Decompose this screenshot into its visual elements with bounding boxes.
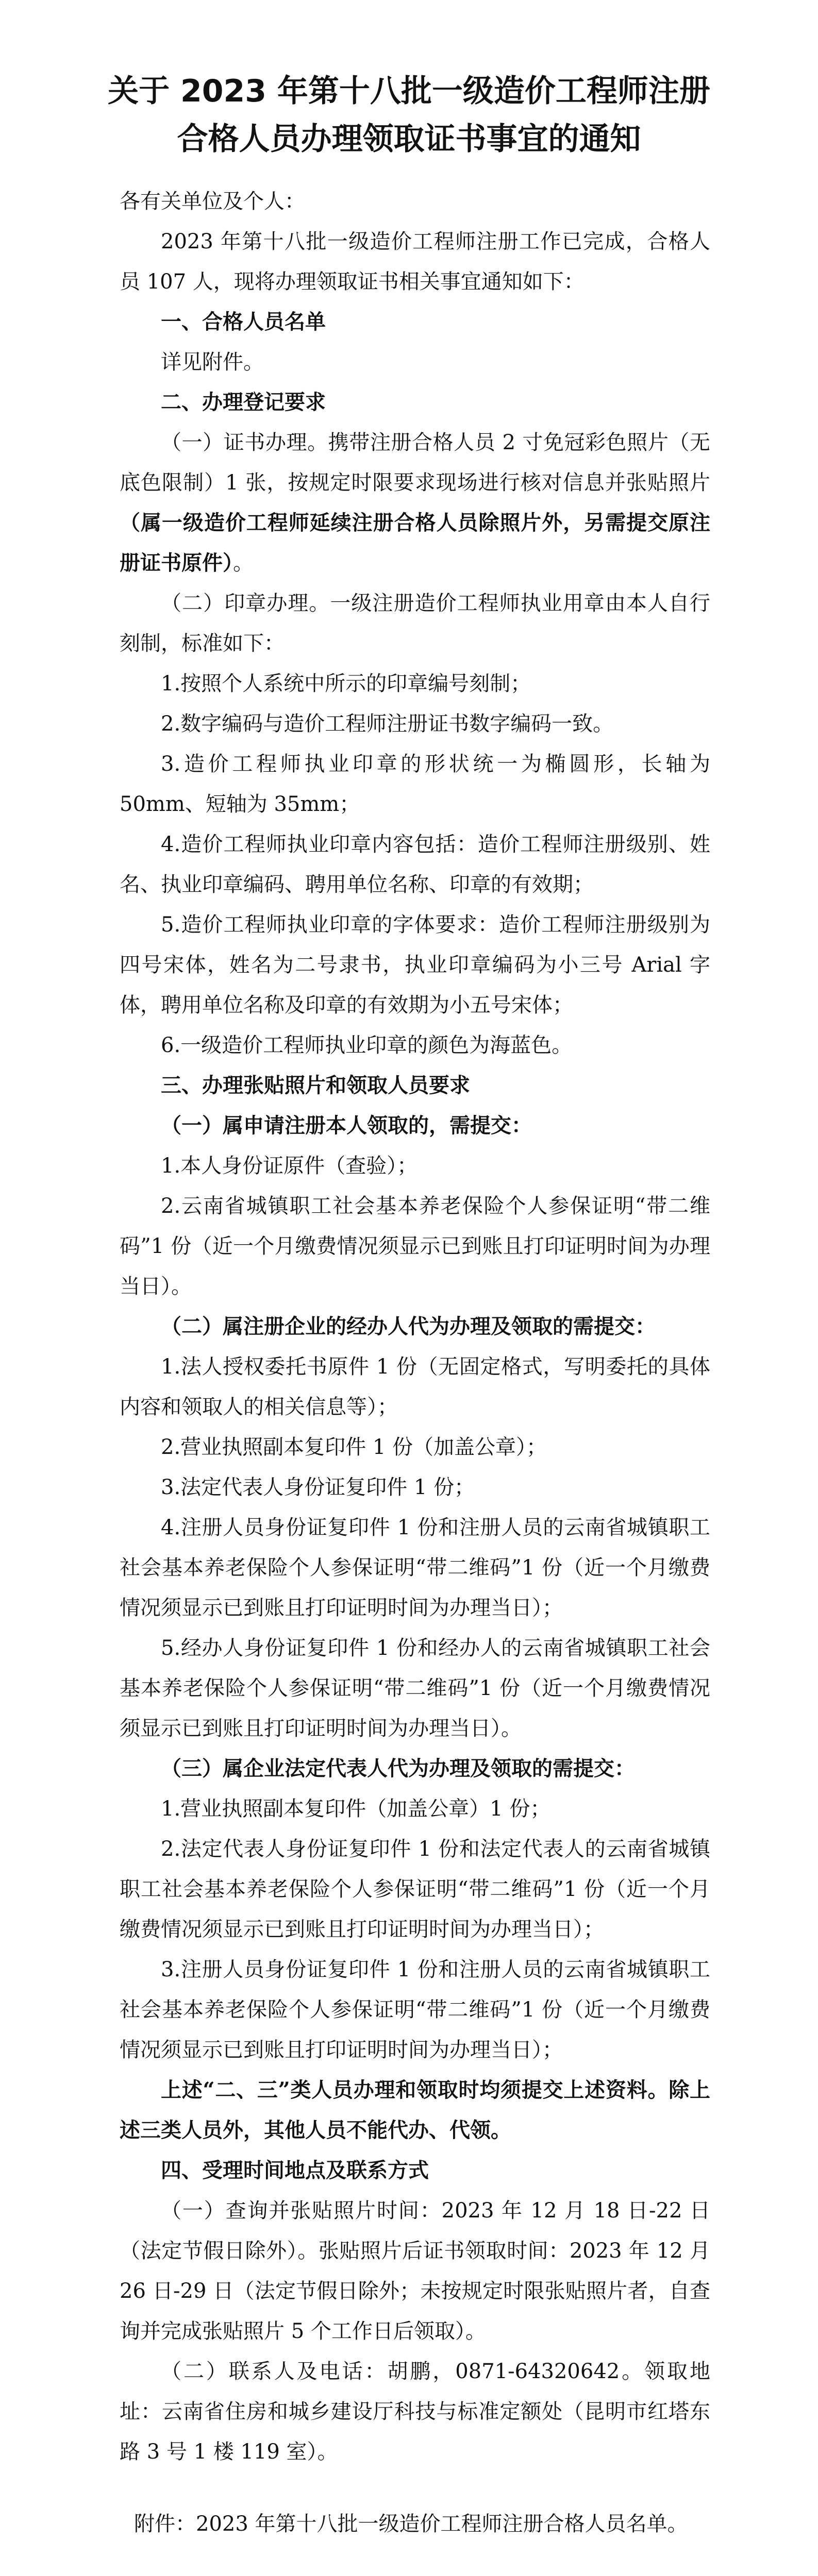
- group-2-item: 1.法人授权委托书原件 1 份（无固定格式，写明委托的具体内容和领取人的相关信息等）；: [120, 1355, 710, 1419]
- intro-paragraph: 2023 年第十八批一级造价工程师注册工作已完成，合格人员 107 人，现将办理领取证书相关事宜通知如下：: [120, 230, 710, 294]
- section-2-paragraph-1: [120, 422, 710, 583]
- bold-note-renewal: （属一级造价工程师延续注册合格人员除照片外，另需提交原注册证书原件）: [120, 511, 710, 575]
- group-1-heading: （一）属申请注册本人领取的，需提交：: [161, 1113, 532, 1138]
- section-2-paragraph-2: [120, 583, 710, 664]
- group-2-item: 3.法定代表人身份证复印件 1 份；: [161, 1476, 475, 1499]
- title-line-1: 关于 2023 年第十八批一级造价工程师注册: [108, 73, 710, 109]
- group-1-item: 2.云南省城镇职工社会基本养老保险个人参保证明“带二维码”1 份（近一个月缴费情况须显示已到账且打印证明时间为办理当日）。: [120, 1194, 710, 1298]
- notice-body: [120, 181, 710, 2472]
- seal-item: 4.造价工程师执业印章内容包括：造价工程师注册级别、姓名、执业印章编码、聘用单位名称、印章的有效期；: [120, 833, 710, 896]
- section-4-heading: 四、受理时间地点及联系方式: [161, 2159, 429, 2182]
- seal-item: 1.按照个人系统中所示的印章编号刻制；: [161, 672, 531, 696]
- group-3-item: 3.注册人员身份证复印件 1 份和注册人员的云南省城镇职工社会基本养老保险个人参保证明“带二维码”1 份（近一个月缴费情况须显示已到账且打印证明时间为办理当日）；: [120, 1958, 710, 2062]
- text-certificate: 携带注册合格人员 2 寸免冠彩色照片（无底色限制）1 张，按规定时限要求现场进行核对信息并张贴照片: [120, 431, 710, 495]
- contact-paragraph: （二）联系人及电话：胡鹏，0871-64320642。领取地址：云南省住房和城乡建设厅科技与标准定额处（昆明市红塔东路 3 号 1 楼 119 室）。: [120, 2360, 710, 2464]
- group-3-heading: （三）属企业法定代表人代为办理及领取的需提交：: [161, 1756, 635, 1781]
- group-3-item: 2.法定代表人身份证复印件 1 份和法定代表人的云南省城镇职工社会基本养老保险个人参保证明“带二维码”1 份（近一个月缴费情况须显示已到账且打印证明时间为办理当日）；: [120, 1837, 710, 1941]
- group-2-item: 5.经办人身份证复印件 1 份和经办人的云南省城镇职工社会基本养老保险个人参保证明“带二维码”1 份（近一个月缴费情况须显示已到账且打印证明时间为办理当日）。: [120, 1636, 710, 1740]
- seal-item: 6.一级造价工程师执业印章的颜色为海蓝色。: [161, 1033, 573, 1057]
- text-seal: 一级注册造价工程师执业用章由本人自行刻制，标准如下：: [120, 591, 711, 655]
- group-2-item: 4.注册人员身份证复印件 1 份和注册人员的云南省城镇职工社会基本养老保险个人参保证明“带二维码”1 份（近一个月缴费情况须显示已到账且打印证明时间为办理当日）；: [120, 1516, 710, 1620]
- section-3-note: 上述“二、三”类人员办理和领取时均须提交上述资料。除上述三类人员外，其他人员不能代办、代领。: [120, 2078, 710, 2142]
- section-1-heading: 一、合格人员名单: [161, 310, 326, 334]
- greeting: 各有关单位及个人：: [120, 190, 305, 213]
- section-3-heading: 三、办理张贴照片和领取人员要求: [161, 1074, 470, 1097]
- attachment-note: 附件：2023 年第十八批一级造价工程师注册合格人员名单。: [134, 2512, 688, 2536]
- section-2-heading: 二、办理登记要求: [161, 391, 326, 414]
- section-1-text: 详见附件。: [161, 350, 264, 374]
- group-3-item: 1.营业执照副本复印件（加盖公章）1 份；: [161, 1797, 551, 1821]
- seal-item: 5.造价工程师执业印章的字体要求：造价工程师注册级别为四号宋体，姓名为二号隶书，执业印章编码为小三号 Arial 字体，聘用单位名称及印章的有效期为小五号宋体；: [120, 913, 710, 1017]
- group-1-item: 1.本人身份证原件（查验）；: [161, 1154, 418, 1178]
- seal-item: 3.造价工程师执业印章的形状统一为椭圆形，长轴为 50mm、短轴为 35mm；: [120, 752, 710, 816]
- title-line-2: 合格人员办理领取证书事宜的通知: [177, 121, 641, 157]
- group-2-heading: （二）属注册企业的经办人代为办理及领取的需提交：: [161, 1314, 656, 1338]
- seal-item: 2.数字编码与造价工程师注册证书数字编码一致。: [161, 712, 614, 736]
- schedule-paragraph: （一）查询并张贴照片时间：2023 年 12 月 18 日-22 日（法定节假日除外）。张贴照片后证书领取时间：2023 年 12 月 26 日-29 日（法定节假日除外；未按规定时限张贴照片者，自查询并完成张贴照片 5 个工作日后领取）。: [120, 2199, 710, 2343]
- period: 。: [233, 551, 254, 575]
- label-certificate: （一）证书办理。: [161, 431, 328, 454]
- group-2-item: 2.营业执照副本复印件 1 份（加盖公章）；: [161, 1435, 547, 1459]
- label-seal: （二）印章办理。: [161, 591, 330, 615]
